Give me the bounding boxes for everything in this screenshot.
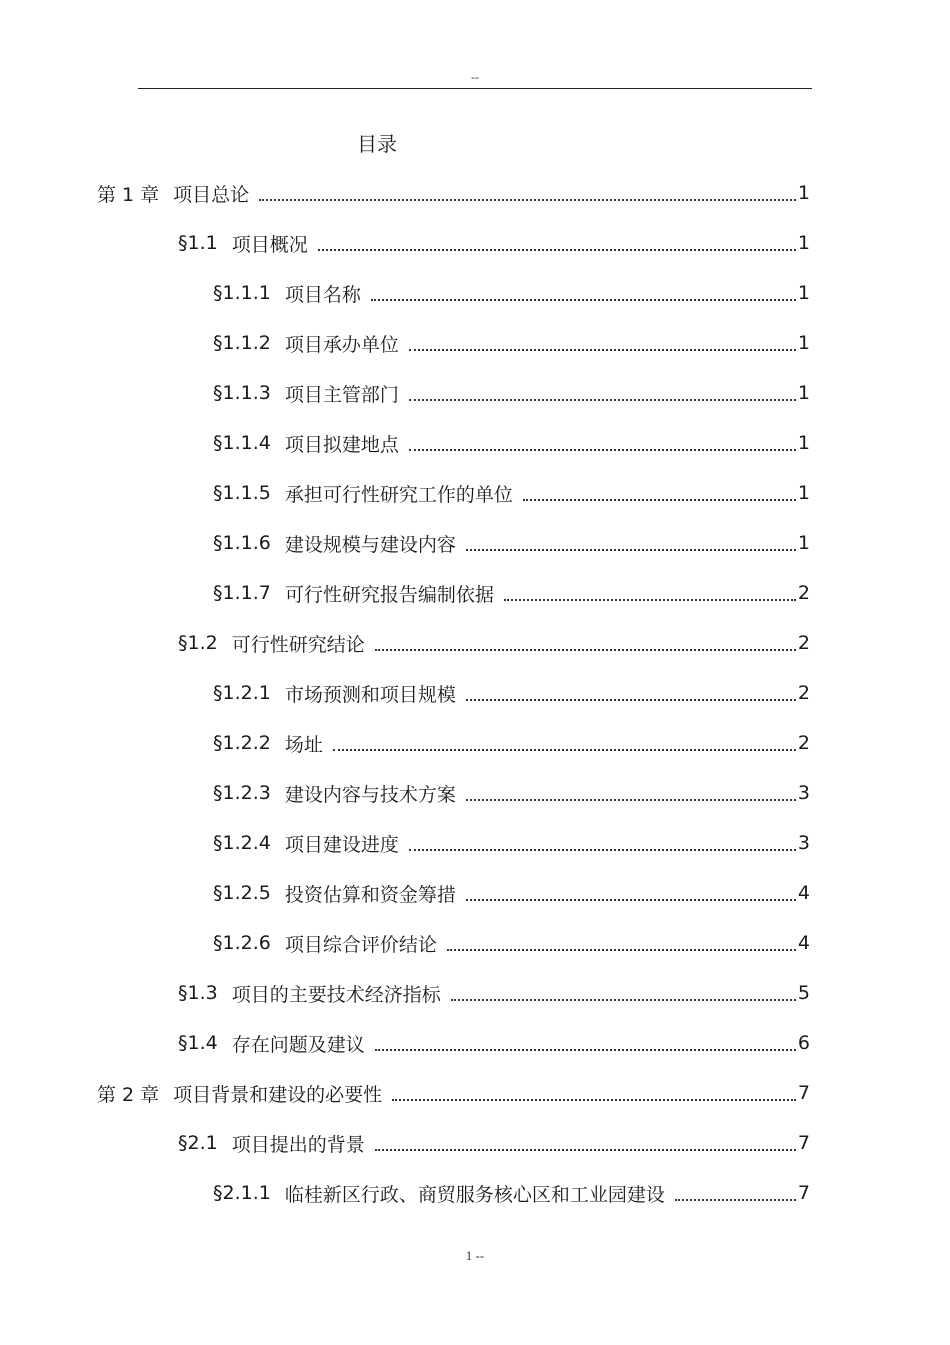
toc-dot-leader	[371, 299, 796, 301]
toc-entry-page: 7	[797, 1082, 810, 1104]
toc-dot-leader	[259, 199, 796, 201]
toc-entry-number: §1.2.6	[213, 932, 271, 954]
toc-entry-number: 第 1 章	[97, 183, 160, 206]
toc-entry-page: 4	[797, 882, 810, 904]
toc-entry[interactable]	[97, 1068, 810, 1118]
toc-entry-number: §1.1.4	[213, 432, 271, 454]
toc-entry-page: 4	[797, 932, 810, 954]
toc-entry-page: 3	[797, 782, 810, 804]
toc-entry-page: 5	[797, 982, 810, 1004]
toc-title: 目录	[357, 132, 397, 156]
toc-entry-title: 建设规模与建设内容	[284, 533, 456, 556]
toc-dot-leader	[375, 1049, 796, 1051]
toc-entry-title: 建设内容与技术方案	[284, 783, 456, 806]
page-header-mark: --	[471, 70, 479, 84]
toc-dot-leader	[523, 499, 796, 501]
toc-entry[interactable]	[178, 1118, 810, 1168]
toc-entry-title: 项目建设进度	[284, 833, 399, 856]
toc-entry-number: §1.2.2	[213, 732, 271, 754]
toc-entry-title: 存在问题及建议	[231, 1033, 365, 1056]
toc-dot-leader	[333, 749, 796, 751]
toc-entry-page: 1	[797, 532, 810, 554]
toc-entry-title: 可行性研究报告编制依据	[284, 583, 494, 606]
toc-entry-number: §1.1.1	[213, 282, 271, 304]
toc-entry[interactable]	[213, 818, 810, 868]
toc-entry-number: §1.1	[178, 232, 218, 254]
toc-dot-leader	[504, 599, 796, 601]
toc-entry-title: 项目提出的背景	[231, 1133, 365, 1156]
toc-entry-title: 项目综合评价结论	[284, 933, 437, 956]
toc-dot-leader	[409, 849, 796, 851]
toc-entry[interactable]	[213, 668, 810, 718]
toc-entry[interactable]	[178, 968, 810, 1018]
footer-page-number: 1 --	[465, 1248, 485, 1263]
toc-entry-page: 1	[797, 232, 810, 254]
toc-entry-title: 临桂新区行政、商贸服务核心区和工业园建设	[284, 1183, 665, 1206]
toc-entry[interactable]	[178, 218, 810, 268]
toc-dot-leader	[409, 349, 796, 351]
toc-entry-page: 1	[797, 482, 810, 504]
toc-entry-page: 1	[797, 382, 810, 404]
toc-entry[interactable]	[97, 168, 810, 218]
toc-entry[interactable]	[213, 418, 810, 468]
toc-entry-page: 2	[797, 582, 810, 604]
toc-entry-page: 6	[797, 1032, 810, 1054]
toc-entry-number: §1.2.5	[213, 882, 271, 904]
toc-entry-number: §1.1.6	[213, 532, 271, 554]
toc-entry[interactable]	[213, 768, 810, 818]
toc-dot-leader	[451, 999, 796, 1001]
toc-entry[interactable]	[213, 268, 810, 318]
toc-dot-leader	[375, 1149, 796, 1151]
toc-entry-page: 3	[797, 832, 810, 854]
toc-entry[interactable]	[213, 1168, 810, 1218]
toc-entry[interactable]	[213, 718, 810, 768]
toc-entry-page: 7	[797, 1132, 810, 1154]
toc-entry-title: 项目拟建地点	[284, 433, 399, 456]
toc-entry-page: 1	[797, 182, 810, 204]
toc-dot-leader	[375, 649, 796, 651]
toc-entry-title: 场址	[284, 733, 323, 756]
toc-dot-leader	[466, 549, 796, 551]
toc-entry-number: §1.2	[178, 632, 218, 654]
toc-entry-title: 项目概况	[231, 233, 308, 256]
toc-entry-page: 1	[797, 282, 810, 304]
toc-entry-number: §1.1.5	[213, 482, 271, 504]
toc-dot-leader	[675, 1199, 796, 1201]
toc-entry[interactable]	[178, 618, 810, 668]
toc-entry[interactable]	[178, 1018, 810, 1068]
toc-entry[interactable]	[213, 918, 810, 968]
toc-entry[interactable]	[213, 518, 810, 568]
toc-entry-title: 投资估算和资金筹措	[284, 883, 456, 906]
toc-entry-title: 市场预测和项目规模	[284, 683, 456, 706]
toc-entry[interactable]	[213, 368, 810, 418]
toc-entry[interactable]	[213, 568, 810, 618]
toc-entry-number: §1.1.2	[213, 332, 271, 354]
toc-entry[interactable]	[213, 868, 810, 918]
toc-dot-leader	[409, 449, 796, 451]
toc-entry-number: §1.2.3	[213, 782, 271, 804]
toc-entry[interactable]	[213, 468, 810, 518]
toc-entry-number: §1.4	[178, 1032, 218, 1054]
toc-entry-number: §1.3	[178, 982, 218, 1004]
toc-entry-page: 1	[797, 332, 810, 354]
toc-entry-page: 2	[797, 732, 810, 754]
toc-entry-number: §1.1.3	[213, 382, 271, 404]
toc-entry-number: §2.1	[178, 1132, 218, 1154]
toc-dot-leader	[392, 1099, 796, 1101]
toc-entry-title: 项目总论	[173, 183, 250, 206]
toc-entry-number: 第 2 章	[97, 1083, 160, 1106]
toc-entry-number: §1.2.1	[213, 682, 271, 704]
toc-dot-leader	[466, 699, 796, 701]
toc-entry-title: 项目承办单位	[284, 333, 399, 356]
toc-dot-leader	[466, 799, 796, 801]
header-rule	[138, 88, 812, 89]
toc-entry-number: §2.1.1	[213, 1182, 271, 1204]
toc-dot-leader	[409, 399, 796, 401]
toc-entry-title: 项目的主要技术经济指标	[231, 983, 441, 1006]
toc-entry-title: 项目背景和建设的必要性	[173, 1083, 383, 1106]
toc-dot-leader	[466, 899, 796, 901]
toc-dot-leader	[447, 949, 796, 951]
toc-entry-title: 可行性研究结论	[231, 633, 365, 656]
toc-dot-leader	[318, 249, 796, 251]
toc-entry-page: 1	[797, 432, 810, 454]
toc-entry-number: §1.1.7	[213, 582, 271, 604]
toc-entry-page: 7	[797, 1182, 810, 1204]
toc-entry-title: 项目主管部门	[284, 383, 399, 406]
toc-entry-title: 承担可行性研究工作的单位	[284, 483, 513, 506]
toc-entry-title: 项目名称	[284, 283, 361, 306]
toc-entry-page: 2	[797, 632, 810, 654]
toc-entry[interactable]	[213, 318, 810, 368]
toc-entry-page: 2	[797, 682, 810, 704]
toc-entry-number: §1.2.4	[213, 832, 271, 854]
